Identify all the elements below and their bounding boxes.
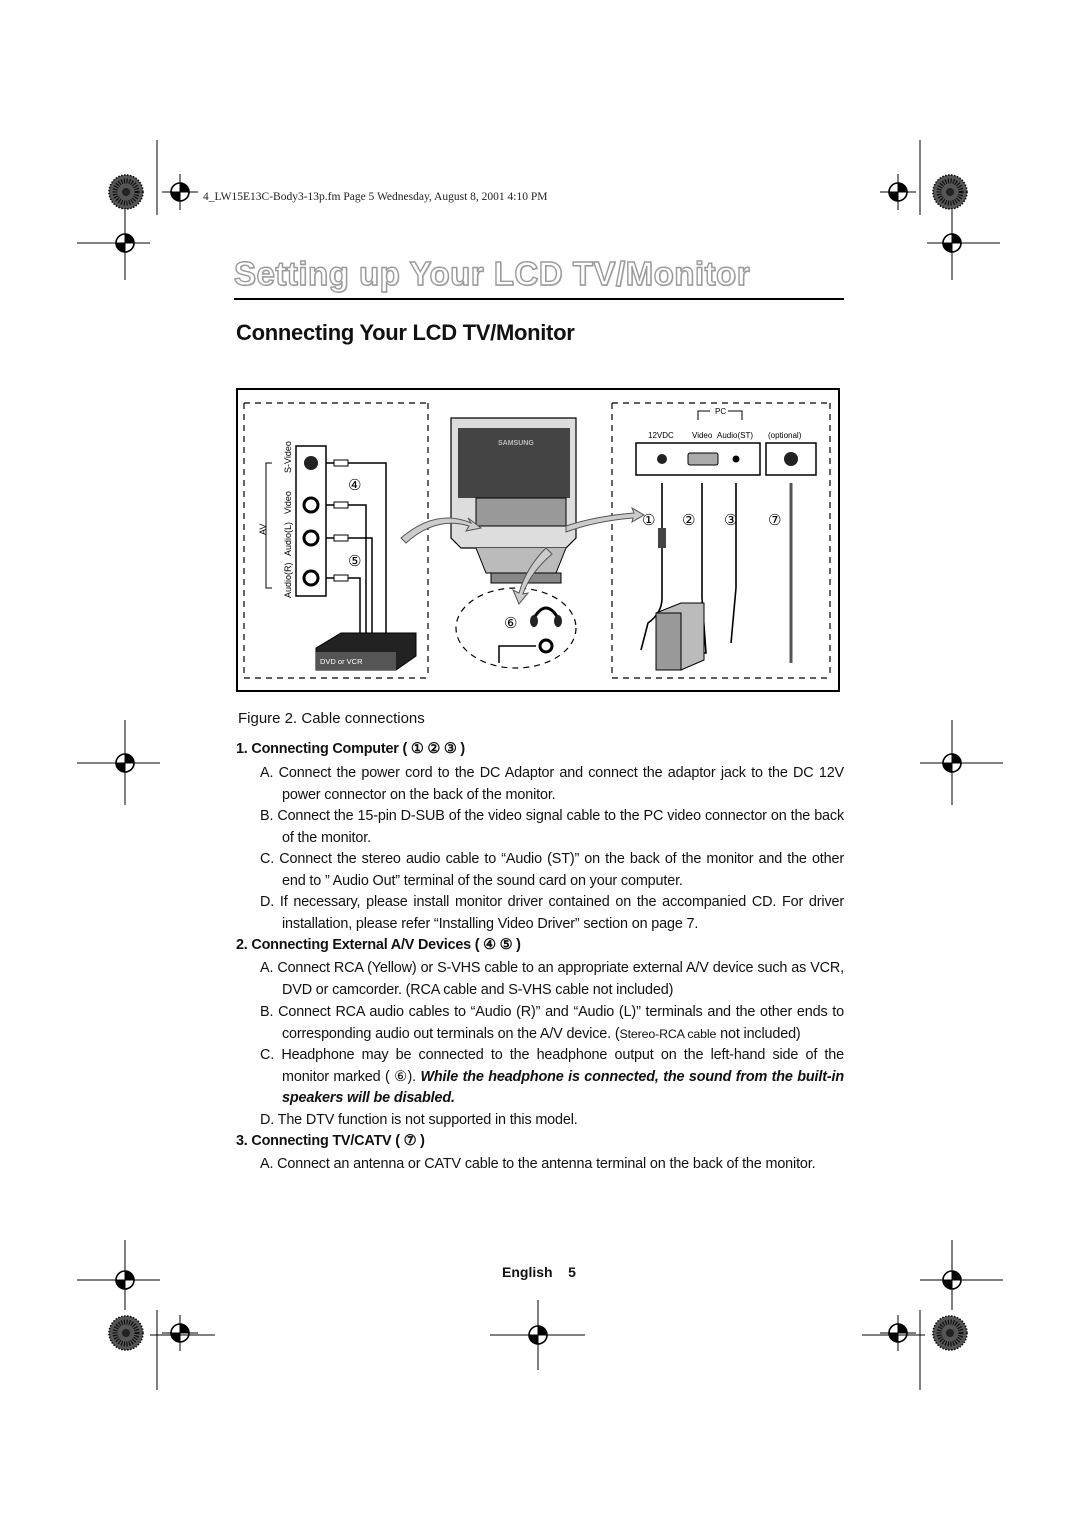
item-2a: A. Connect RCA (Yellow) or S-VHS cable to an appropriate external A/V device such as VCR, DVD or camcorder. (RCA cable and S-VHS cable not included) [260,960,844,998]
footer-language: English [502,1264,553,1280]
item-2c-text: C. Headphone may be connected to the headphone output on the left-hand side of the monitor marked ( ⑥). [260,1047,844,1085]
item-2d: D. The DTV function is not supported in this model. [260,1112,578,1128]
page-footer [502,1264,576,1280]
item-1c: C. Connect the stereo audio cable to “Audio (ST)” on the back of the monitor and the other end to ” Audio Out” terminal of the sound card on your computer. [260,851,844,889]
callout-6: ⑥ [504,614,518,632]
callout-4: ④ [348,476,362,494]
label-audio-st: Audio(ST) [717,431,754,440]
page-number: 5 [568,1264,576,1280]
label-brand: SAMSUNG [498,440,534,447]
heading-connecting-computer: 1. Connecting Computer ( ① ② ③ ) [236,741,465,757]
item-1b: B. Connect the 15-pin D-SUB of the video signal cable to the PC video connector on the back of the monitor. [260,808,844,846]
page-title: Setting up Your LCD TV/Monitor [234,255,751,292]
label-optional: (optional) [768,431,802,440]
item-2b-small: Stereo-RCA cable [619,1026,717,1041]
label-s-video: S-Video [283,441,293,473]
callout-2: ② [682,511,696,529]
cable-connection-diagram [236,388,840,692]
label-video: Video [283,491,293,514]
item-1d: D. If necessary, please install monitor driver contained on the accompanied CD. For driver installation, please refer “Installing Video Driver” section on page 7. [260,894,844,932]
figure-caption: Figure 2. Cable connections [238,710,425,727]
file-info: 4_LW15E13C-Body3-13p.fm Page 5 Wednesday, August 8, 2001 4:10 PM [203,191,548,203]
title-rule [234,298,844,300]
label-dvd-vcr: DVD or VCR [320,657,363,666]
headphone-warning: While the headphone is connected, the sound from the built-in speakers will be disabled. [282,1068,844,1107]
callout-7: ⑦ [768,511,782,529]
heading-connecting-tv-catv: 3. Connecting TV/CATV ( ⑦ ) [236,1133,425,1149]
callout-5: ⑤ [348,552,362,570]
item-2c [260,1045,844,1110]
section-heading: Connecting Your LCD TV/Monitor [236,320,575,345]
label-pc-video: Video [692,431,713,440]
item-2b [260,1002,844,1045]
label-audio-l: Audio(L) [283,521,293,556]
item-2b-tail: not included) [716,1025,801,1042]
heading-connecting-av: 2. Connecting External A/V Devices ( ④ ⑤ ) [236,937,521,953]
label-12vdc: 12VDC [648,431,674,440]
item-1a: A. Connect the power cord to the DC Adaptor and connect the adaptor jack to the DC 12V power connector on the back of the monitor. [260,765,844,803]
callout-1: ① [642,511,656,529]
callout-3: ③ [724,511,738,529]
item-3a: A. Connect an antenna or CATV cable to the antenna terminal on the back of the monitor. [260,1156,816,1172]
label-pc: PC [715,407,727,416]
label-av: AV [258,523,268,535]
label-audio-r: Audio(R) [283,562,293,598]
item-2b-text: B. Connect RCA audio cables to “Audio (R)” and “Audio (L)” terminals and the other ends to corresponding audio out terminals on the A/V device. ( [260,1004,844,1042]
